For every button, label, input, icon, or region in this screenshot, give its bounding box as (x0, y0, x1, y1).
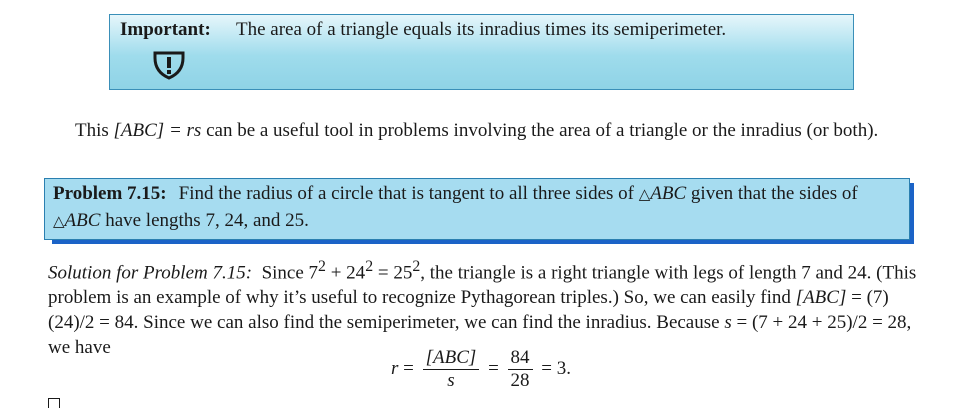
problem-label: Problem 7.15: (53, 183, 167, 204)
solution-label: Solution for Problem 7.15: (48, 262, 253, 284)
problem-text-mid: given that the sides of (686, 183, 858, 204)
fraction-denominator: s (447, 370, 455, 391)
fraction-84-over-28 (508, 347, 533, 392)
solution-text: = (7)(24)/2 = 84. Since we can also find the semiperimeter, we can find the inradius. Because (48, 287, 889, 334)
fraction-area-over-s (423, 347, 480, 392)
fraction-numerator: [ABC] (423, 347, 480, 370)
equals-sign: = (488, 357, 499, 379)
exponent: 2 (365, 258, 374, 275)
important-text: The area of a triangle equals its inradius times its semiperimeter. (236, 19, 727, 40)
formula-result: = 3. (541, 357, 571, 379)
triangle-symbol: △ (53, 214, 65, 230)
problem-text-post: have lengths 7, 24, and 25. (100, 210, 309, 231)
exponent: 2 (412, 258, 421, 275)
solution-text: , the triangle is a right triangle with legs of length 7 and 24. (This problem is an example of why it’s useful to recognize Pythagorean triples.) So, we can easily find (48, 262, 917, 309)
equals-sign: = (403, 357, 414, 379)
triangle-symbol: △ (638, 187, 651, 203)
para-text-pre: This (75, 120, 114, 141)
display-formula (391, 347, 571, 392)
formula-lhs: r (391, 357, 399, 379)
solution-text: + 24 (325, 262, 366, 284)
body-paragraph (48, 118, 920, 143)
end-of-proof-symbol (48, 398, 60, 408)
triangle-name: ABC (650, 183, 687, 204)
exponent: 2 (318, 258, 326, 275)
warning-shield-icon (152, 50, 186, 80)
para-formula: [ABC] = rs (113, 120, 202, 141)
solution-paragraph (48, 254, 920, 360)
solution-text: = 25 (373, 262, 413, 284)
para-text-post: can be a useful tool in problems involving the area of a triangle or the inradius (or both). (201, 120, 879, 141)
triangle-name: ABC (64, 210, 101, 231)
area-notation: [ABC] (795, 287, 847, 309)
fraction-denominator: 28 (510, 370, 530, 391)
solution-text: Since 7 (261, 262, 319, 284)
important-label: Important: (120, 19, 211, 40)
solution-text: = (7 + 24 + 25)/2 = 28, we have (48, 312, 912, 359)
problem-statement (53, 181, 903, 235)
problem-text-pre: Find the radius of a circle that is tangent to all three sides of (178, 183, 639, 204)
fraction-numerator: 84 (508, 347, 533, 370)
semiperimeter-symbol: s (724, 312, 732, 334)
